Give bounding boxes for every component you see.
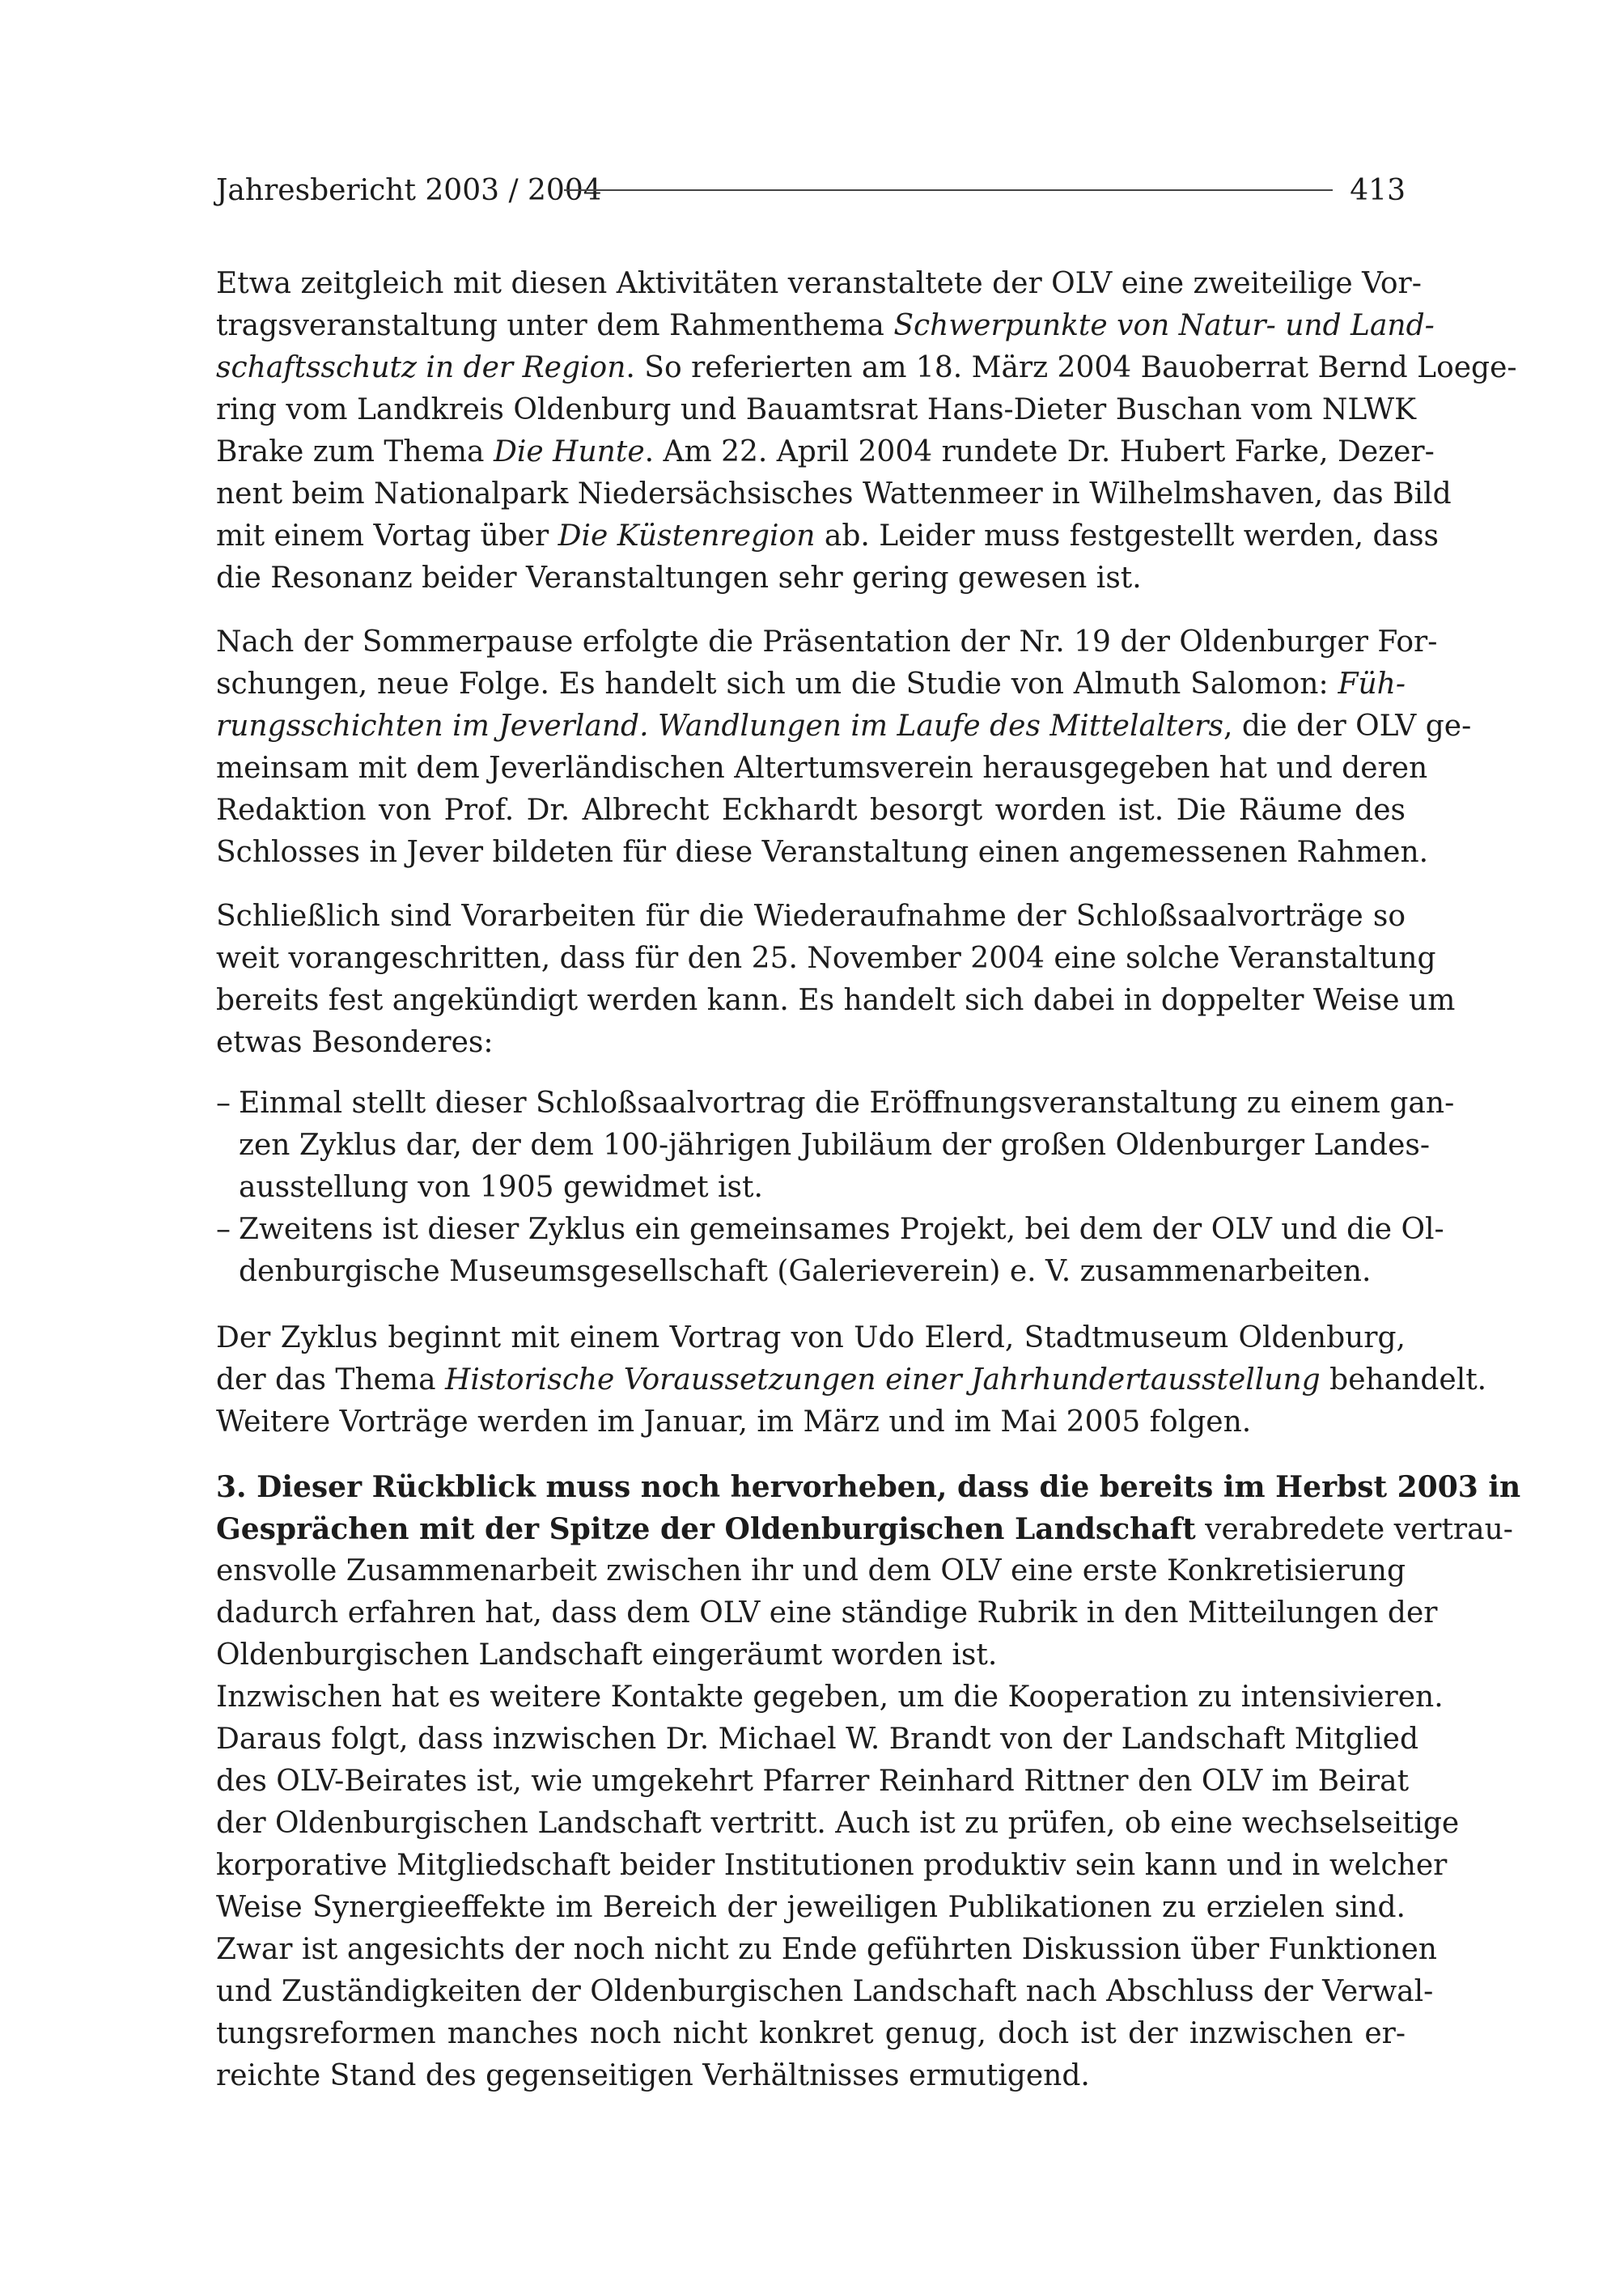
text-line: Schlosses in Jever bildeten für diese Veranstaltung einen angemessenen Rahmen. [216,836,1429,869]
text-line: ring vom Landkreis Oldenburg und Bauamtsrat Hans-Dieter Buschan vom NLWK [216,393,1417,426]
text-line: Inzwischen hat es weitere Kontakte gegeben, um die Kooperation zu intensivieren. [216,1681,1444,1714]
dash-list [216,1083,1455,1293]
text-line: ausstellung von 1905 gewidmet ist. [239,1171,763,1204]
text-line: tragsveranstaltung unter dem Rahmenthema Schwerpunkte von Natur- und Land- [216,309,1435,342]
text-line: nent beim Nationalpark Niedersächsisches Wattenmeer in Wilhelmshaven, das Bild [216,477,1452,511]
lecture-theme-title: Schwerpunkte von Natur- und Land- [893,309,1435,342]
text-line: weit vorangeschritten, dass für den 25. November 2004 eine solche Veranstaltung [216,942,1436,975]
text-line: korporative Mitgliedschaft beider Institutionen produktiv sein kann und in welcher [216,1849,1448,1882]
text-line: Zwar ist angesichts der noch nicht zu Ende geführten Diskussion über Funktionen [216,1933,1437,1966]
text-line: Brake zum Thema Die Hunte. Am 22. April 2004 rundete Dr. Hubert Farke, Dezer- [216,435,1435,468]
text-line: mit einem Vortag über Die Küstenregion ab. Leider muss festgestellt werden, dass [216,519,1440,553]
section-heading-line: 3. Dieser Rückblick muss noch hervorheben, dass die bereits im Herbst 2003 in [216,1470,1521,1504]
text-line: tungsreformen manches noch nicht konkret genug, doch ist der inzwischen er- [216,2017,1406,2050]
paragraph-zyklus [216,1317,1487,1443]
text-line: denburgische Museumsgesellschaft (Galerieverein) e. V. zusammenarbeiten. [239,1255,1372,1288]
section-heading-line: Gesprächen mit der Spitze der Oldenburgischen Landschaft verabredete vertrau- [216,1512,1513,1546]
text-line: bereits fest angekündigt werden kann. Es handelt sich dabei in doppelter Weise um [216,984,1456,1017]
text-line: und Zuständigkeiten der Oldenburgischen Landschaft nach Abschluss der Verwal- [216,1975,1434,2008]
lecture-title-hunte: Die Hunte [493,435,645,468]
text-line: die Resonanz beider Veranstaltungen sehr gering gewesen ist. [216,562,1142,595]
text-line: Etwa zeitgleich mit diesen Aktivitäten veranstaltete der OLV eine zweiteilige Vor- [216,267,1422,300]
text-line: Oldenburgischen Landschaft eingeräumt worden ist. [216,1638,998,1672]
text-line: Redaktion von Prof. Dr. Albrecht Eckhardt besorgt worden ist. Die Räume des [216,794,1406,827]
text-line: schaftsschutz in der Region. So referierten am 18. März 2004 Bauoberrat Bernd Loege- [216,351,1517,384]
paragraph-schlosssaal [216,896,1456,1064]
text-line: meinsam mit dem Jeverländischen Altertumsverein herausgegeben hat und deren [216,752,1428,785]
header-rule [564,189,1333,191]
text-line: der Oldenburgischen Landschaft vertritt. Auch ist zu prüfen, ob eine wechselseitige [216,1807,1460,1840]
text-line: Der Zyklus beginnt mit einem Vortrag von Udo Elerd, Stadtmuseum Oldenburg, [216,1321,1406,1354]
book-title-cont: rungsschichten im Jeverland. Wandlungen im Laufe des Mittelalters [216,710,1223,743]
text-line: ensvolle Zusammenarbeit zwischen ihr und dem OLV eine erste Konkretisierung [216,1554,1406,1587]
text-line: des OLV-Beirates ist, wie umgekehrt Pfarrer Reinhard Rittner den OLV im Beirat [216,1765,1410,1798]
text-line: Weise Synergieeffekte im Bereich der jeweiligen Publikationen zu erzielen sind. [216,1891,1406,1924]
section-3 [216,1466,1521,2097]
text-line: Nach der Sommerpause erfolgte die Präsentation der Nr. 19 der Oldenburger For- [216,625,1438,659]
text-line: – Einmal stellt dieser Schloßsaalvortrag die Eröffnungsveranstaltung zu einem gan- [216,1083,1406,1125]
text-line: rungsschichten im Jeverland. Wandlungen im Laufe des Mittelalters, die der OLV ge- [216,710,1472,743]
text-line: dadurch erfahren hat, dass dem OLV eine ständige Rubrik in den Mitteilungen der [216,1596,1438,1630]
list-item [216,1209,1444,1293]
text-line: Schließlich sind Vorarbeiten für die Wiederaufnahme der Schloßsaalvorträge so [216,900,1406,933]
text-line: zen Zyklus dar, der dem 100-jährigen Jubiläum der großen Oldenburger Landes- [239,1129,1431,1162]
page-number: 413 [1350,174,1406,207]
text-line: der das Thema Historische Voraussetzungen einer Jahrhundertausstellung behandelt. [216,1363,1487,1397]
text-line: reichte Stand des gegenseitigen Verhältnisses ermutigend. [216,2059,1090,2092]
text-line: – Zweitens ist dieser Zyklus ein gemeinsames Projekt, bei dem der OLV und die Ol- [216,1209,1406,1251]
paragraph-lecture-series [216,263,1517,600]
book-title: Füh- [1338,668,1406,701]
running-header [216,167,1406,215]
dash-marker: – [216,1087,231,1120]
paragraph-publication [216,621,1472,874]
lecture-title-jahrhundert: Historische Voraussetzungen einer Jahrhundertausstellung [444,1363,1321,1397]
dash-marker: – [216,1213,231,1246]
list-item [216,1083,1455,1209]
lecture-title-kuestenregion: Die Küstenregion [558,519,816,553]
text-line: Daraus folgt, dass inzwischen Dr. Michael W. Brandt von der Landschaft Mitglied [216,1723,1419,1756]
text-line: etwas Besonderes: [216,1026,494,1059]
text-line: schungen, neue Folge. Es handelt sich um die Studie von Almuth Salomon: Füh- [216,668,1406,701]
header-title: Jahresbericht 2003 / 2004 [216,174,602,207]
lecture-theme-title-cont: schaftsschutz in der Region [216,351,626,384]
text-line: Weitere Vorträge werden im Januar, im März und im Mai 2005 folgen. [216,1405,1252,1439]
